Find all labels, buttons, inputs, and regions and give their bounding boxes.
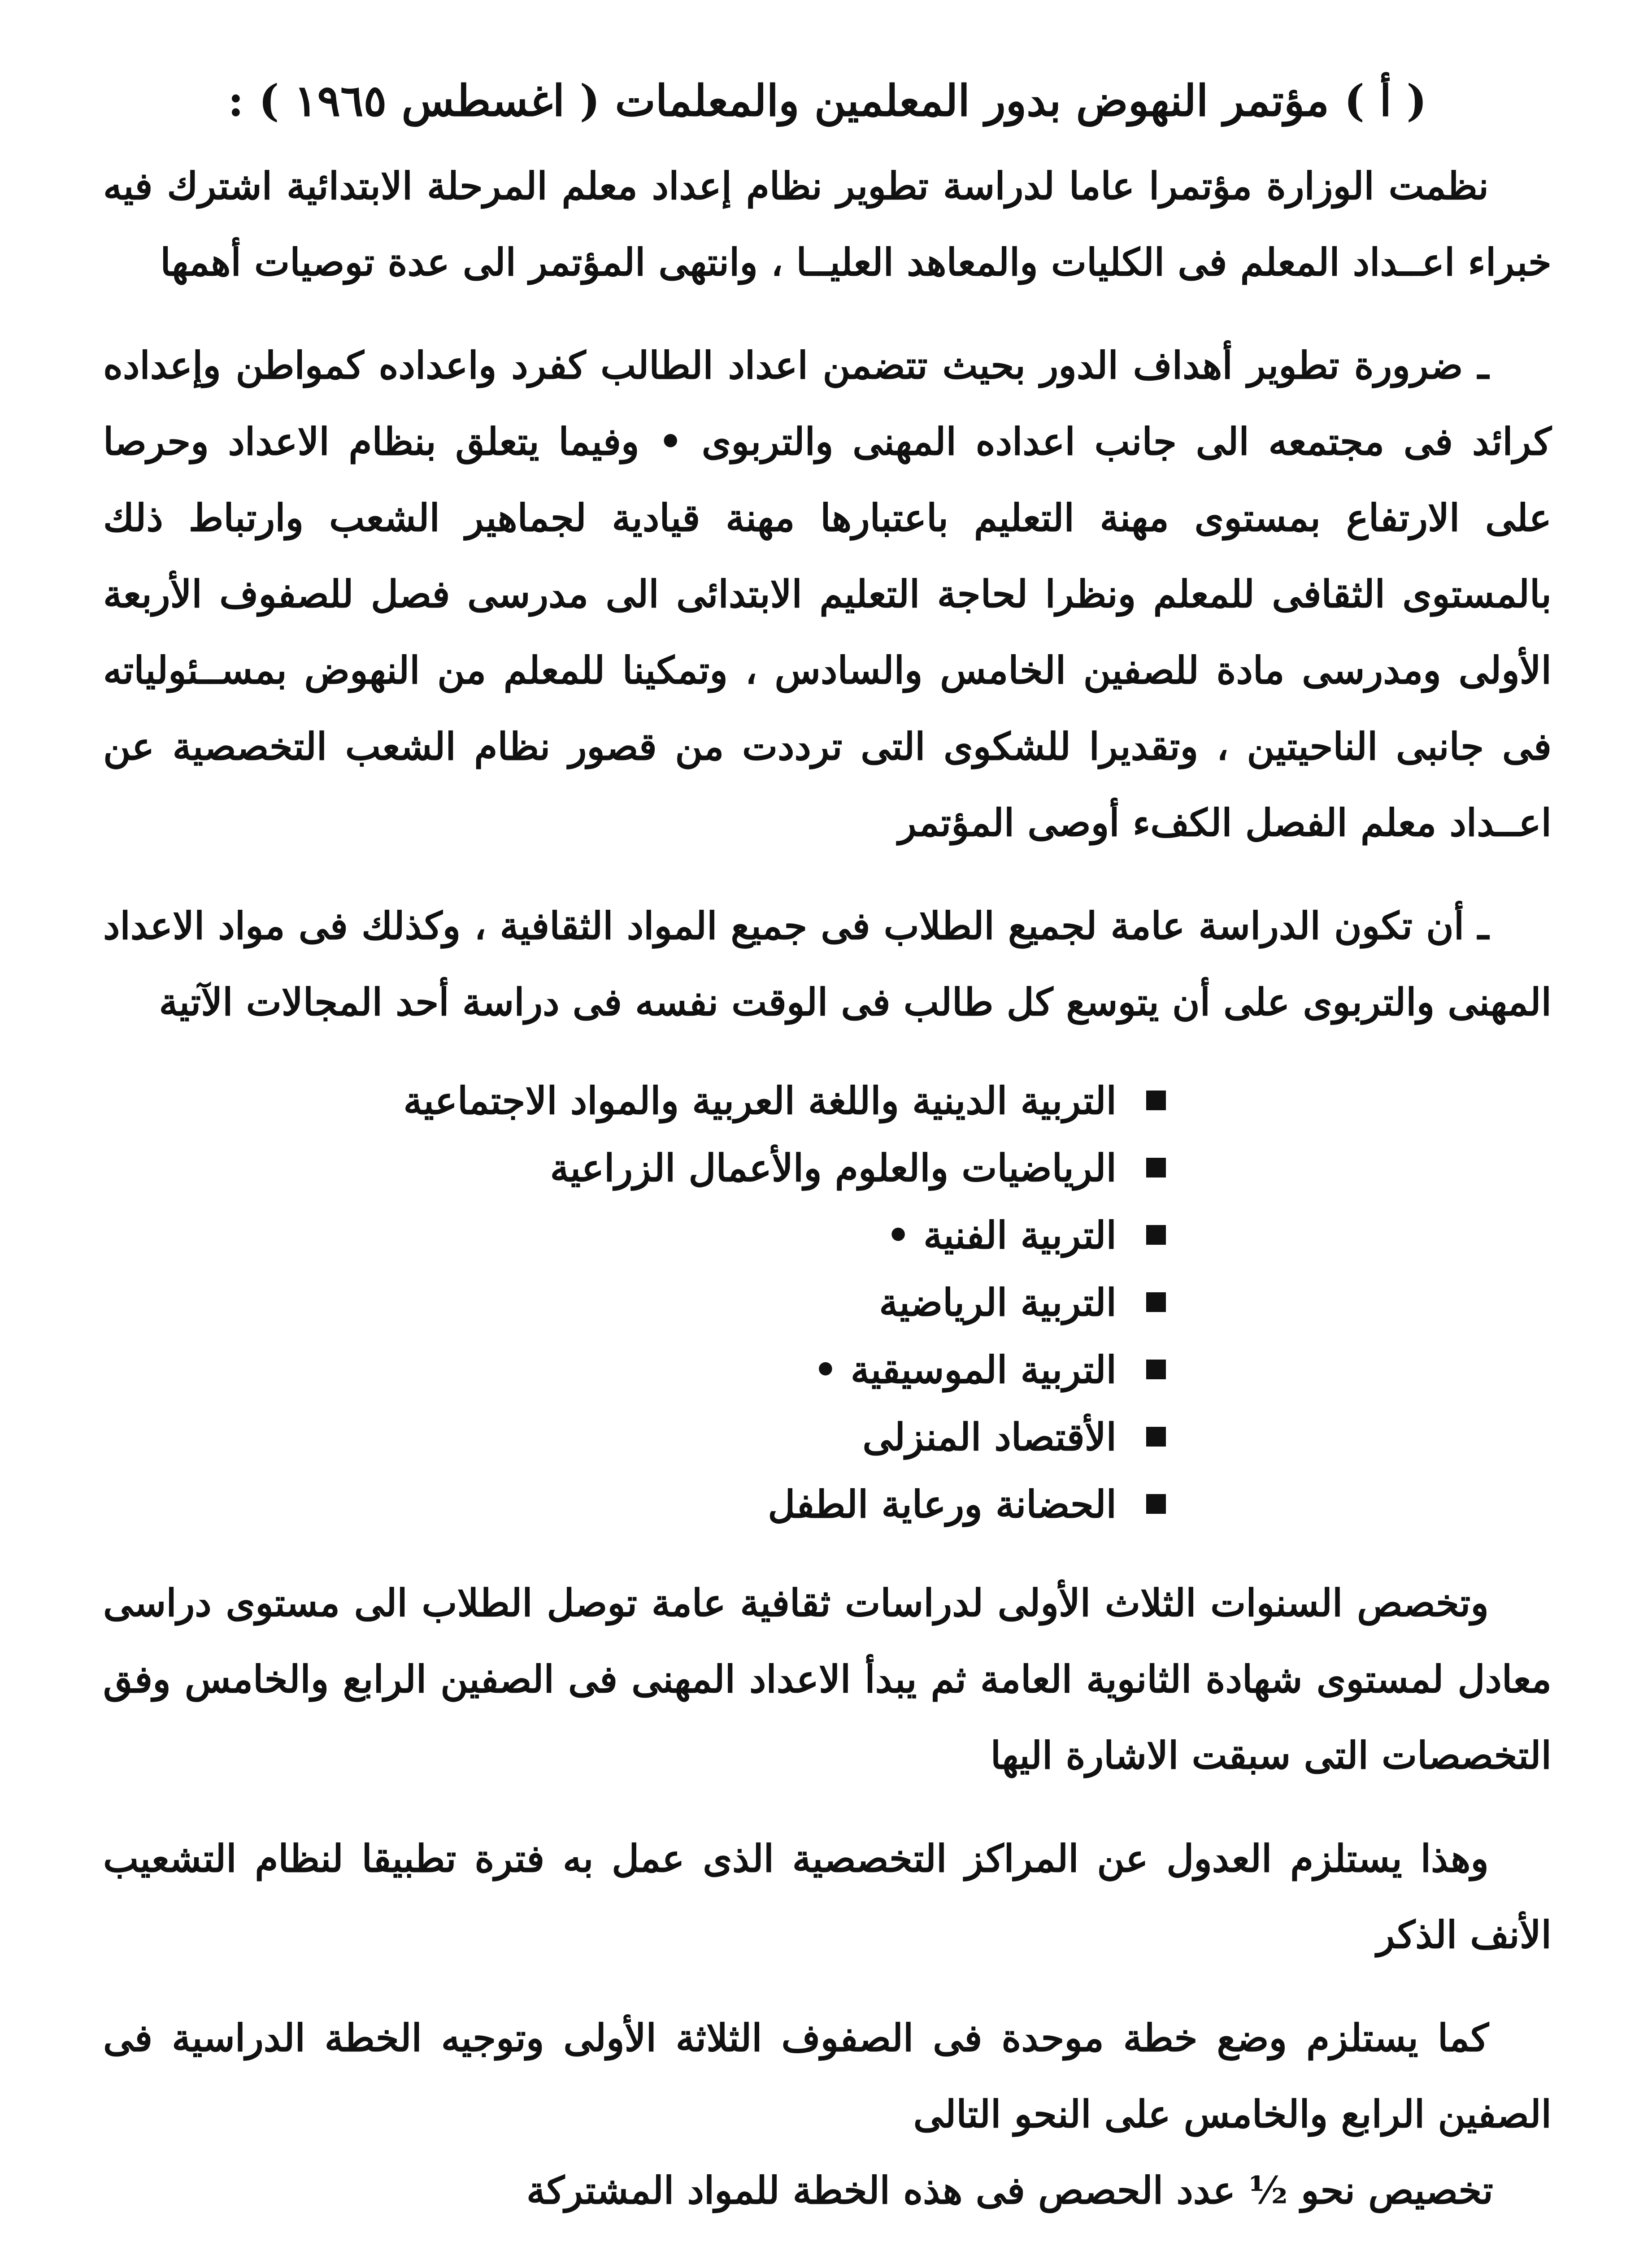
list-item-text: التربية الرياضية <box>879 1280 1117 1325</box>
paragraph-specialized-centers: وهذا يستلزم العدول عن المراكز التخصصية الذى عمل به فترة تطبيقا لنظام التشعيب الأنف الذكر <box>103 1836 1552 1957</box>
section-title: ( أ ) مؤتمر النهوض بدور المعلمين والمعلمات ( اغسطس ١٩٦٥ ) : <box>228 75 1427 126</box>
list-item-text: التربية الفنية • <box>886 1213 1117 1257</box>
paragraph-recommendation-study: ـ أن تكون الدراسة عامة لجميع الطلاب فى جميع المواد الثقافية ، وكذلك فى مواد الاعداد المهنى والتربوى على أن يتوسع كل طالب فى الوقت نفسه فى دراسة أحد المجالات الآتية <box>103 904 1552 1024</box>
list-item-text: الرياضيات والعلوم والأعمال الزراعية <box>550 1146 1117 1190</box>
list-item-text: الحضانة ورعاية الطفل <box>768 1482 1117 1526</box>
list-item-text: الأقتصاد المنزلى <box>862 1415 1117 1459</box>
list-item <box>103 1202 1166 1269</box>
square-bullet-icon <box>1146 1091 1166 1110</box>
square-bullet-icon <box>1146 1158 1166 1177</box>
square-bullet-icon <box>1146 1292 1166 1312</box>
list-item <box>103 1067 1166 1134</box>
paragraph-first-three-years: وتخصص السنوات الثلاث الأولى لدراسات ثقافية عامة توصل الطلاب الى مستوى دراسى معادل لمستوى شهادة الثانوية العامة ثم يبدأ الاعداد المهنى فى الصفين الرابع والخامس وفق التخصصات التى سبقت الاشارة اليها <box>103 1581 1552 1777</box>
paragraph-intro: نظمت الوزارة مؤتمرا عاما لدراسة تطوير نظام إعداد معلم المرحلة الابتدائية اشترك فيه خبراء اعــداد المعلم فى الكليات والمعاهد العليــا ، وانتهى المؤتمر الى عدة توصيات أهمها <box>103 164 1552 284</box>
list-item <box>103 1403 1166 1471</box>
square-bullet-icon <box>1146 1494 1166 1514</box>
list-item-text: التربية الموسيقية • <box>813 1347 1117 1392</box>
plan-line-common-subjects: تخصيص نحو ½ عدد الحصص فى هذه الخطة للمواد المشتركة <box>526 2168 1493 2212</box>
list-item <box>103 1134 1166 1202</box>
list-item-text: التربية الدينية واللغة العربية والمواد الاجتماعية <box>403 1078 1117 1123</box>
paragraph-unified-plan: كما يستلزم وضع خطة موحدة فى الصفوف الثلاثة الأولى وتوجيه الخطة الدراسية فى الصفين الرابع والخامس على النحو التالى <box>103 2016 1552 2136</box>
page-content <box>103 58 1552 2242</box>
square-bullet-icon <box>1146 1427 1166 1447</box>
list-item <box>103 1471 1166 1538</box>
square-bullet-icon <box>1146 1360 1166 1379</box>
list-item <box>103 1269 1166 1336</box>
paragraph-recommendation-goals: ـ ضرورة تطوير أهداف الدور بحيث تتضمن اعداد الطالب كفرد واعداده كمواطن وإعداده كرائد فى مجتمعه الى جانب اعداده المهنى والتربوى • وفيما يتعلق بنظام الاعداد وحرصا على الارتفاع بمستوى مهنة التعليم باعتبارها مهنة قيادية لجماهير الشعب وارتباط ذلك بالمستوى الثقافى للمعلم ونظرا لحاجة التعليم الابتدائى الى مدرسى فصل للصفوف الأربعة الأولى ومدرسى مادة للصفين الخامس والسادس ، وتمكينا للمعلم من النهوض بمســئولياته فى جانبى الناحيتين ، وتقديرا للشكوى التى ترددت من قصور نظام الشعب التخصصية عن اعــداد معلم الفصل الكفء أوصى المؤتمر <box>103 343 1552 845</box>
fields-list <box>103 1067 1552 1538</box>
list-item <box>103 1336 1166 1403</box>
square-bullet-icon <box>1146 1225 1166 1245</box>
